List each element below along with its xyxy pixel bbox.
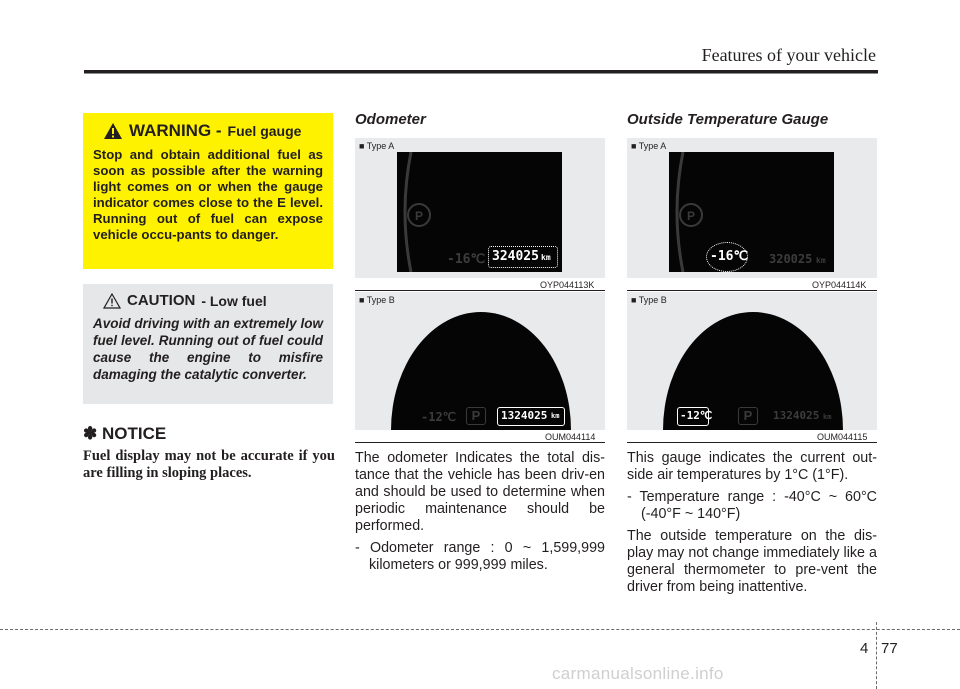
caution-box — [83, 284, 333, 404]
figure-type-label: ■ Type A — [631, 141, 667, 151]
warning-heading — [103, 121, 323, 141]
figure-code: OYP044113K — [540, 280, 595, 290]
odometer-body — [355, 450, 605, 579]
figure-rule — [627, 442, 877, 443]
temperature-highlight — [677, 407, 713, 426]
gear-indicator: P — [466, 407, 486, 425]
warning-subtitle: Fuel gauge — [227, 123, 302, 139]
odometer-readout-dim: 320025 — [769, 252, 813, 266]
page-number: 77 — [881, 640, 898, 657]
temperature-title: Outside Temperature Gauge — [627, 111, 829, 128]
caution-triangle-icon — [103, 293, 121, 309]
temp-readout-dim: -12℃ — [421, 410, 457, 424]
running-header: Features of your vehicle — [701, 45, 876, 65]
gear-indicator: P — [738, 407, 758, 425]
caution-text: Avoid driving with an extremely low fuel level. Running out of fuel could cause the engine to misfire damaging the catalytic converter. — [93, 316, 323, 382]
odometer-highlight — [488, 246, 558, 268]
odometer-unit: km — [541, 253, 551, 262]
figure-rule — [355, 442, 605, 443]
odometer-figure-type-b — [355, 292, 605, 430]
figure-code: OYP044114K — [812, 280, 867, 290]
temp-readout-dim: -16℃ — [447, 252, 486, 267]
notice-title: ✽ NOTICE — [83, 424, 167, 443]
warning-text: Stop and obtain additional fuel as soon as possible after the warning light comes on or when the gauge indicator comes close to the E level. Running out of fuel can expose vehicle occu-pants to danger. — [93, 147, 323, 242]
figure-type-label: ■ Type A — [359, 141, 395, 151]
cluster-display — [669, 152, 834, 272]
figure-rule — [627, 290, 877, 291]
odometer-readout: 1324025 — [501, 409, 548, 422]
warning-box — [83, 113, 333, 269]
cluster-display — [397, 152, 562, 272]
cluster-display — [391, 312, 571, 430]
temperature-range: - Temperature range : -40°C ~ 60°C (-40°F ~ 140°F) — [627, 489, 877, 522]
odometer-range: - Odometer range : 0 ~ 1,599,999 kilometers or 999,999 miles. — [355, 540, 605, 573]
odometer-paragraph: The odometer Indicates the total dis-tance that the vehicle has been driv-en and should be used to determine when periodic maintenance should be performed. — [355, 450, 605, 534]
header-rule-thin — [84, 73, 878, 74]
odometer-readout-dim: 1324025 — [773, 409, 820, 422]
notice-text: Fuel display may not be accurate if you are filling in sloping places. — [83, 448, 335, 481]
svg-text:P: P — [687, 209, 696, 223]
odometer-title: Odometer — [355, 111, 426, 128]
odometer-highlight — [497, 407, 565, 426]
footer-divider — [876, 622, 877, 689]
odometer-unit-dim: km — [823, 413, 832, 421]
cluster-display — [663, 312, 843, 430]
temperature-readout: -12℃ — [680, 409, 713, 422]
temperature-body — [627, 450, 877, 601]
figure-type-label: ■ Type B — [631, 295, 667, 305]
temperature-figure-type-b — [627, 292, 877, 430]
chapter-number: 4 — [860, 640, 869, 657]
odometer-unit: km — [551, 412, 560, 420]
caution-title: CAUTION — [127, 292, 196, 309]
temperature-readout: -16℃ — [710, 249, 749, 264]
odometer-readout: 324025 — [492, 249, 539, 264]
figure-rule — [355, 290, 605, 291]
caution-subtitle: - Low fuel — [201, 292, 267, 309]
watermark: carmanualsonline.info — [552, 664, 724, 683]
odometer-unit-dim: km — [816, 256, 826, 265]
odometer-figure-type-a — [355, 138, 605, 278]
figure-code: OUM044115 — [817, 432, 868, 442]
warning-title: WARNING - — [129, 121, 222, 140]
temperature-figure-type-a — [627, 138, 877, 278]
temperature-highlight — [706, 242, 748, 272]
figure-code: OUM044114 — [545, 432, 596, 442]
caution-heading — [103, 292, 323, 309]
temperature-paragraph: This gauge indicates the current out-side air temperatures by 1°C (1°F). — [627, 450, 877, 483]
footer-rule — [0, 629, 960, 630]
warning-triangle-icon — [103, 122, 123, 140]
svg-text:P: P — [415, 209, 424, 223]
figure-type-label: ■ Type B — [359, 295, 395, 305]
temperature-paragraph-2: The outside temperature on the dis-play may not change immediately like a general thermometer to pre-vent the driver from being inattentive. — [627, 528, 877, 595]
